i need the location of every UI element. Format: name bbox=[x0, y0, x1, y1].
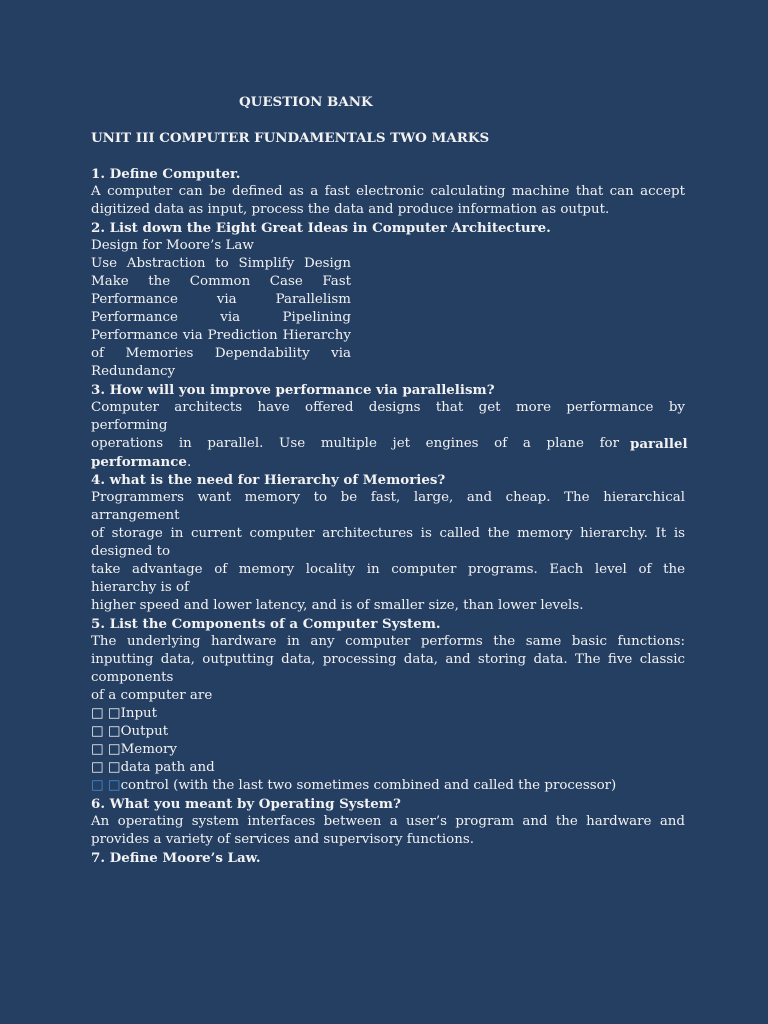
answer-5-line: of a computer are bbox=[91, 688, 213, 703]
answer-5-line: inputting data, outputting data, processing data, and storing data. The five classic bbox=[91, 652, 685, 667]
great-idea-line: Performance via Pipelining bbox=[91, 310, 351, 325]
answer-4-line: designed to bbox=[91, 544, 171, 559]
answer-3-line: Computer architects have offered designs that get more performance by bbox=[91, 400, 685, 415]
component-list-item bbox=[91, 741, 177, 759]
answer-5-line: The underlying hardware in any computer performs the same basic functions: bbox=[91, 634, 685, 649]
answer-3-line: performing bbox=[91, 418, 168, 433]
answer-5-line: components bbox=[91, 670, 174, 685]
great-idea-line: Design for Moore’s Law bbox=[91, 238, 254, 253]
answer-4-line: arrangement bbox=[91, 508, 180, 523]
great-idea-line: Performance via Prediction Hierarchy bbox=[91, 328, 351, 343]
component-label: Output bbox=[120, 724, 169, 739]
question-1: 1. Define Computer. bbox=[91, 166, 241, 182]
answer-4-line: of storage in current computer architectures is called the memory hierarchy. It is bbox=[91, 526, 685, 541]
answer-3-bold-term: performance bbox=[91, 454, 187, 470]
great-idea-line: of Memories Dependability via bbox=[91, 346, 351, 361]
question-2: 2. List down the Eight Great Ideas in Computer Architecture. bbox=[91, 220, 551, 236]
question-5: 5. List the Components of a Computer System. bbox=[91, 616, 441, 632]
answer-4-line: take advantage of memory locality in computer programs. Each level of the bbox=[91, 562, 685, 577]
answer-4-line: higher speed and lower latency, and is of smaller size, than lower levels. bbox=[91, 598, 584, 613]
answer-3-period: . bbox=[186, 455, 192, 470]
answer-1-line: A computer can be defined as a fast electronic calculating machine that can accept bbox=[91, 184, 685, 199]
answer-6-line: provides a variety of services and supervisory functions. bbox=[91, 832, 474, 847]
page-title: QUESTION BANK bbox=[239, 94, 373, 110]
answer-3-bold-term: parallel bbox=[630, 436, 688, 452]
component-label: Input bbox=[120, 706, 158, 721]
great-idea-line: Redundancy bbox=[91, 364, 176, 379]
answer-4-line: hierarchy is of bbox=[91, 580, 189, 595]
answer-4-line: Programmers want memory to be fast, large, and cheap. The hierarchical bbox=[91, 490, 685, 505]
question-4: 4. what is the need for Hierarchy of Memories? bbox=[91, 472, 446, 488]
component-label: Memory bbox=[120, 742, 177, 757]
question-6: 6. What you meant by Operating System? bbox=[91, 796, 401, 812]
component-list-item bbox=[91, 723, 168, 741]
checkbox-glyph-icon: □ □ bbox=[91, 706, 121, 721]
answer-6-line: An operating system interfaces between a user’s program and the hardware and bbox=[91, 814, 685, 829]
answer-3-line bbox=[91, 453, 191, 472]
component-list-item bbox=[91, 777, 616, 795]
answer-1-line: digitized data as input, process the data and produce information as output. bbox=[91, 202, 610, 217]
component-list-item bbox=[91, 759, 215, 777]
checkbox-glyph-icon: □ □ bbox=[91, 742, 121, 757]
question-3: 3. How will you improve performance via parallelism? bbox=[91, 382, 495, 398]
great-idea-line: Make the Common Case Fast bbox=[91, 274, 351, 289]
component-list-item bbox=[91, 705, 157, 723]
answer-3-line: operations in parallel. Use multiple jet engines of a plane for bbox=[91, 436, 619, 451]
great-idea-line: Performance via Parallelism bbox=[91, 292, 351, 307]
component-label: control (with the last two sometimes combined and called the processor) bbox=[120, 778, 617, 793]
great-idea-line: Use Abstraction to Simplify Design bbox=[91, 256, 351, 271]
unit-heading: UNIT III COMPUTER FUNDAMENTALS TWO MARKS bbox=[91, 130, 490, 146]
checkbox-glyph-icon: □ □ bbox=[91, 778, 121, 793]
question-7: 7. Define Moore’s Law. bbox=[91, 850, 261, 866]
checkbox-glyph-icon: □ □ bbox=[91, 760, 121, 775]
component-label: data path and bbox=[120, 760, 215, 775]
checkbox-glyph-icon: □ □ bbox=[91, 724, 121, 739]
